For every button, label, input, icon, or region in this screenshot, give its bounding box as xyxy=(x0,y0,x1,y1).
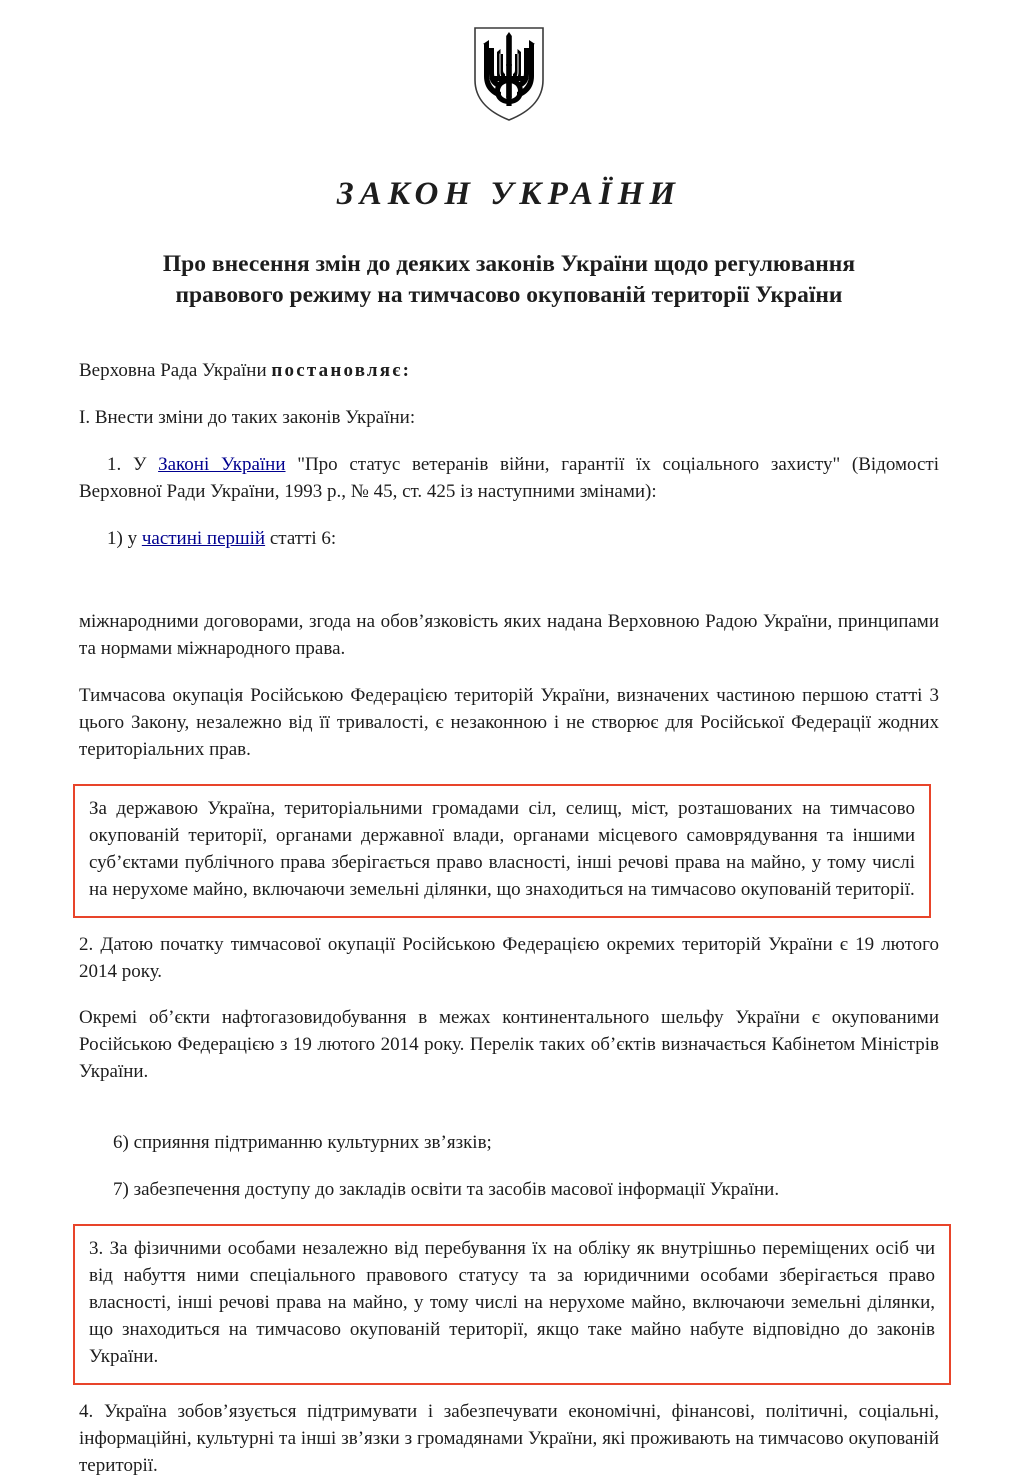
preamble-authority xyxy=(79,358,939,385)
paragraph-ukraine-obligations: 4. Україна зобов’язується підтримувати і забезпечувати економічні, фінансові, політичні, соціальні, інформаційні, культурні та інші зв’язки з громадянами України, які проживають на тимчасово окупованій території. xyxy=(79,1401,939,1477)
highlight-individual-property-text: 3. За фізичними особами незалежно від перебування їх на обліку як внутрішньо переміщених осіб чи від набуття ними спеціального правового статусу та за юридичними особами зберігається право власності, інші речові права на майно, у тому числі на нерухоме майно, включаючи земельні ділянки, що знаходиться на тимчасово окупованій території, якщо таке майно набуте відповідно до законів України. xyxy=(89,1238,935,1368)
item-1-paragraph xyxy=(79,452,939,506)
link-zakon-ukrainy[interactable]: Законі України xyxy=(158,453,286,475)
highlight-state-property-text: За державою Україна, територіальними громадами сіл, селищ, міст, розташованих на тимчасово окупованій території, органами державної влади, органами місцевого самоврядування та іншими суб’єктами публічного права зберігається право власності, інші речові права на майно, у тому числі на нерухоме майно, включаючи земельні ділянки, що знаходиться на тимчасово окупованій території. xyxy=(89,797,915,900)
document-body xyxy=(79,312,939,1480)
ukraine-coat-of-arms-tryzub-icon xyxy=(473,26,545,122)
preamble-authority-text: Верховна Рада України xyxy=(79,359,272,381)
item-1-sub-suffix: статті 6: xyxy=(265,527,337,549)
section-one-heading: I. Внести зміни до таких законів України: xyxy=(79,406,416,428)
highlight-state-property-box xyxy=(73,784,931,918)
law-title: ЗАКОН УКРАЇНИ xyxy=(336,176,682,212)
link-chastyni-pershiy[interactable]: частині першій xyxy=(141,527,266,549)
paragraph-international-treaties: міжнародними договорами, згода на обов’язковість яких надана Верховною Радою України, принципами та нормами міжнародного права. xyxy=(79,610,939,659)
preamble-decree-word: постановляє: xyxy=(271,359,412,381)
item-1-after-link: "Про статус ветеранів війни, гарантії їх соціального захисту" (Відомості Верховної Ради України, 1993 р., № 45, ст. 425 із наступними змінами): xyxy=(79,453,939,502)
law-subtitle: Про внесення змін до деяких законів України щодо регулювання правового режиму на тимчасово окупованій території України xyxy=(162,251,856,309)
paragraph-continental-shelf: Окремі об’єкти нафтогазовидобування в межах континентального шельфу України є окупованими Російською Федерацією з 19 лютого 2014 року. Перелік таких об’єктів визначається Кабінетом Міністрів України. xyxy=(79,1007,939,1083)
list-item-6: 6) сприяння підтриманню культурних зв’язків; xyxy=(113,1132,492,1154)
item-1-prefix: 1. У xyxy=(107,453,159,475)
list-item-7: 7) забезпечення доступу до закладів освіти та засобів масової інформації України. xyxy=(113,1179,780,1201)
highlight-individual-property-box xyxy=(73,1224,951,1385)
item-1-sub-prefix: 1) у xyxy=(107,527,142,549)
item-1-sub-paragraph xyxy=(79,526,939,553)
emblem-container xyxy=(0,0,1018,124)
paragraph-occupation-date: 2. Датою початку тимчасової окупації Російською Федерацією окремих територій України є 19 лютого 2014 року. xyxy=(79,933,939,982)
paragraph-occupation: Тимчасова окупація Російською Федерацією територій України, визначених частиною першою статті 3 цього Закону, незалежно від її тривалості, є незаконною і не створює для Російської Федерації жодних територіальних прав. xyxy=(79,684,939,760)
